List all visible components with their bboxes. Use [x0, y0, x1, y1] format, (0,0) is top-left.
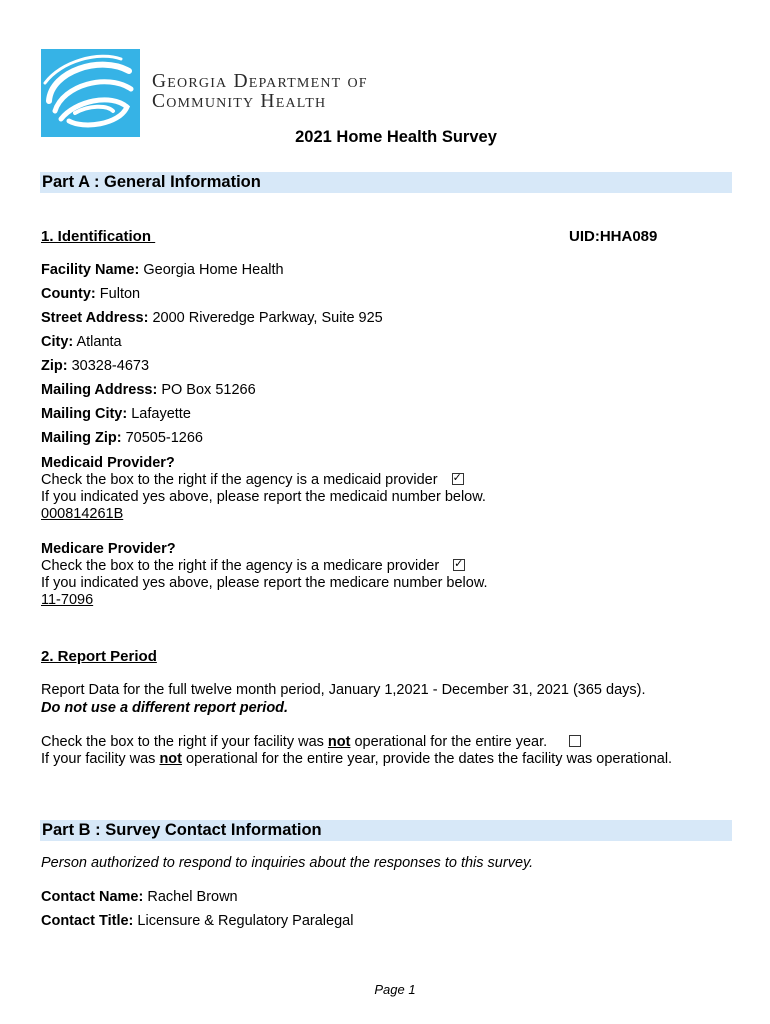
county-value: Fulton [99, 286, 141, 302]
city-value: Atlanta [76, 334, 122, 350]
medicare-note: If you indicated yes above, please report the medicare number below. [41, 575, 488, 591]
identification-heading: 1. Identification [41, 228, 152, 245]
mailing-zip-row: Mailing Zip: 70505-1266 [41, 430, 203, 446]
part-a-bar [40, 172, 732, 193]
medicaid-label: Medicaid Provider? [41, 455, 175, 471]
org-line-1: Georgia Department of [152, 71, 368, 92]
medicaid-checkbox[interactable] [452, 473, 464, 485]
mailing-address-row: Mailing Address: PO Box 51266 [41, 382, 256, 398]
part-b-intro: Person authorized to respond to inquiries about the responses to this survey. [41, 855, 534, 871]
report-period-warning: Do not use a different report period. [41, 700, 289, 716]
not-operational-checkbox[interactable] [569, 735, 581, 747]
medicaid-number: 000814261B [41, 506, 124, 522]
uid-label: UID:HHA089 [569, 228, 658, 245]
mailing-zip-value: 70505-1266 [125, 430, 203, 446]
mailing-address-value: PO Box 51266 [161, 382, 256, 398]
part-a-heading: Part A : General Information [42, 173, 261, 191]
contact-title-row: Contact Title: Licensure & Regulatory Paralegal [41, 913, 354, 929]
org-name [152, 72, 368, 112]
mailing-city-row: Mailing City: Lafayette [41, 406, 191, 422]
not-operational-note: If your facility was not operational for the entire year, provide the dates the facility was operational. [41, 751, 673, 767]
street-address-value: 2000 Riveredge Parkway, Suite 925 [152, 310, 383, 326]
contact-title-value: Licensure & Regulatory Paralegal [137, 913, 354, 929]
county-row: County: Fulton [41, 286, 141, 302]
swirl-logo-icon [41, 49, 140, 137]
page-number: Page 1 [374, 982, 416, 997]
survey-title: 2021 Home Health Survey [295, 128, 497, 146]
zip-row: Zip: 30328-4673 [41, 358, 150, 374]
street-address-row: Street Address: 2000 Riveredge Parkway, Suite 925 [41, 310, 383, 326]
medicare-check-row: Check the box to the right if the agency is a medicare provider✓ [41, 558, 465, 574]
org-line-2: Community Health [152, 91, 327, 112]
facility-name-row: Facility Name: Georgia Home Health [41, 262, 284, 278]
report-period-text: Report Data for the full twelve month period, January 1,2021 - December 31, 2021 (365 days). [41, 682, 646, 698]
medicaid-note: If you indicated yes above, please report the medicaid number below. [41, 489, 486, 505]
contact-name-value: Rachel Brown [147, 889, 238, 905]
facility-name-value: Georgia Home Health [143, 262, 284, 278]
report-period-heading: 2. Report Period [41, 648, 157, 665]
dch-logo [41, 49, 140, 137]
mailing-city-value: Lafayette [131, 406, 191, 422]
medicare-checkbox[interactable] [453, 559, 465, 571]
contact-name-row: Contact Name: Rachel Brown [41, 889, 238, 905]
zip-value: 30328-4673 [71, 358, 150, 374]
city-row: City: Atlanta [41, 334, 122, 350]
part-b-bar [40, 820, 732, 841]
not-operational-check-row: Check the box to the right if your facility was not operational for the entire year. [41, 734, 581, 750]
medicare-number: 11-7096 [41, 592, 94, 608]
medicare-label: Medicare Provider? [41, 541, 176, 557]
medicaid-check-row: Check the box to the right if the agency is a medicaid provider✓ [41, 472, 464, 488]
part-b-heading: Part B : Survey Contact Information [42, 821, 322, 839]
